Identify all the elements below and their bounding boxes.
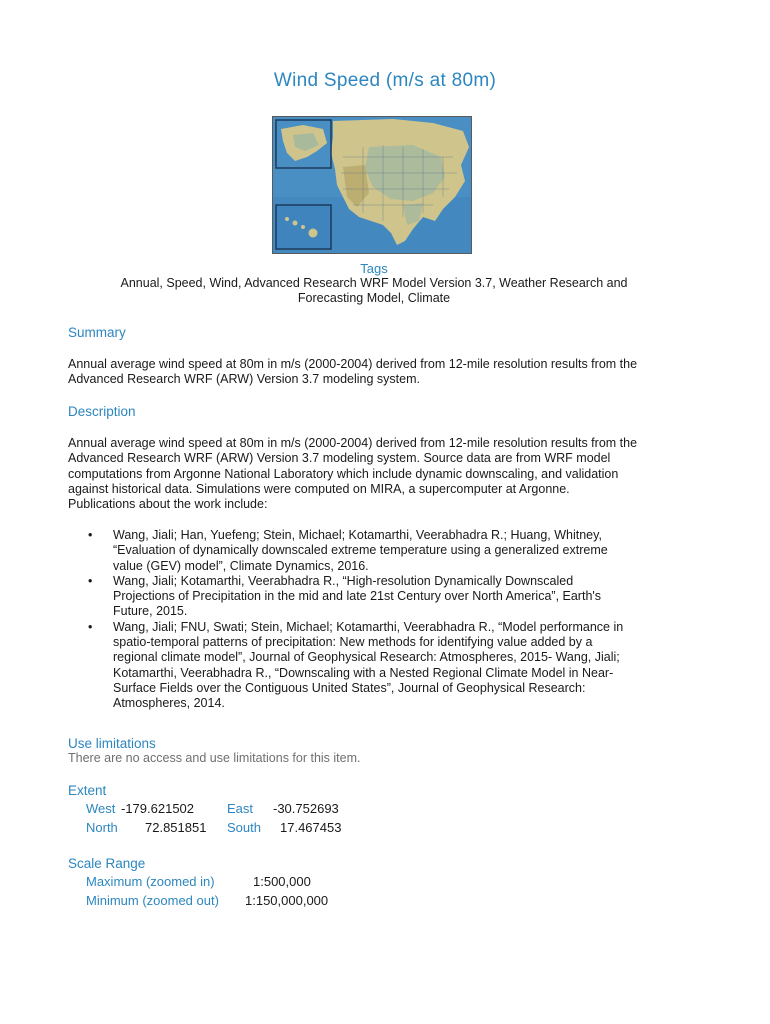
page-title: Wind Speed (m/s at 80m) — [273, 70, 497, 91]
scale-range-heading: Scale Range — [68, 856, 146, 871]
list-item: • Wang, Jiali; Han, Yuefeng; Stein, Michael; Kotamarthi, Veerabhadra R.; Huang, Whitney, “Evaluation of dynamically downscaled extreme temperature using a generalized extreme value (GEV) model”, Climate Dynamics, 2016. — [68, 528, 638, 574]
scale-min-value: 1:150,000,000 — [245, 893, 329, 908]
description-text: Annual average wind speed at 80m in m/s (2000-2004) derived from 12-mile resolution results from the Advanced Research WRF (ARW) Version 3.7 modeling system. Source data are from WRF model computations from Argonne National Laboratory which include dynamic downscaling, and validation against historical data. Simulations were computed on MIRA, a supercomputer at Argonne. Publications about the work include: — [68, 436, 638, 512]
summary-heading: Summary — [68, 325, 126, 340]
description-heading: Description — [68, 404, 136, 419]
extent-north-label: North — [86, 820, 118, 835]
extent-west-label: West — [86, 801, 116, 816]
scale-min-label: Minimum (zoomed out) — [86, 893, 219, 908]
extent-heading: Extent — [68, 783, 107, 798]
summary-text: Annual average wind speed at 80m in m/s (2000-2004) derived from 12-mile resolution results from the Advanced Research WRF (ARW) Version 3.7 modeling system. — [68, 357, 638, 387]
scale-max-label: Maximum (zoomed in) — [86, 874, 215, 889]
tags-heading: Tags — [360, 261, 388, 276]
extent-west-value: -179.621502 — [121, 801, 195, 816]
list-item: • Wang, Jiali; FNU, Swati; Stein, Michael; Kotamarthi, Veerabhadra R., “Model performance in spatio-temporal patterns of precipitation: New methods for identifying value added by a regional climate model”, Journal of Geophysical Research: Atmospheres, 2015- Wang, Jiali; Kotamarthi, Veerabhadra R., “Downscaling with a Nested Regional Climate Model in Near-Surface Fields over the Contiguous United States”, Journal of Geophysical Research: Atmospheres, 2014. — [68, 620, 638, 712]
scale-range-table — [86, 872, 386, 912]
extent-south-label: South — [227, 820, 261, 835]
use-limitations-heading: Use limitations — [68, 736, 156, 751]
us-wind-map-thumbnail — [272, 116, 472, 254]
extent-south-value: 17.467453 — [280, 820, 342, 835]
use-limitations-text: There are no access and use limitations for this item. — [68, 751, 361, 765]
publications-list — [68, 528, 638, 712]
list-item: • Wang, Jiali; Kotamarthi, Veerabhadra R., “High-resolution Dynamically Downscaled Projections of Precipitation in the mid and late 21st Century over North America”, Earth's Future, 2015. — [68, 574, 638, 620]
extent-east-label: East — [227, 801, 254, 816]
extent-table — [86, 799, 386, 839]
tags-text: Annual, Speed, Wind, Advanced Research WRF Model Version 3.7, Weather Research and Forecasting Model, Climate — [120, 276, 628, 305]
extent-north-value: 72.851851 — [145, 820, 207, 835]
extent-east-value: -30.752693 — [273, 801, 339, 816]
scale-max-value: 1:500,000 — [253, 874, 311, 889]
